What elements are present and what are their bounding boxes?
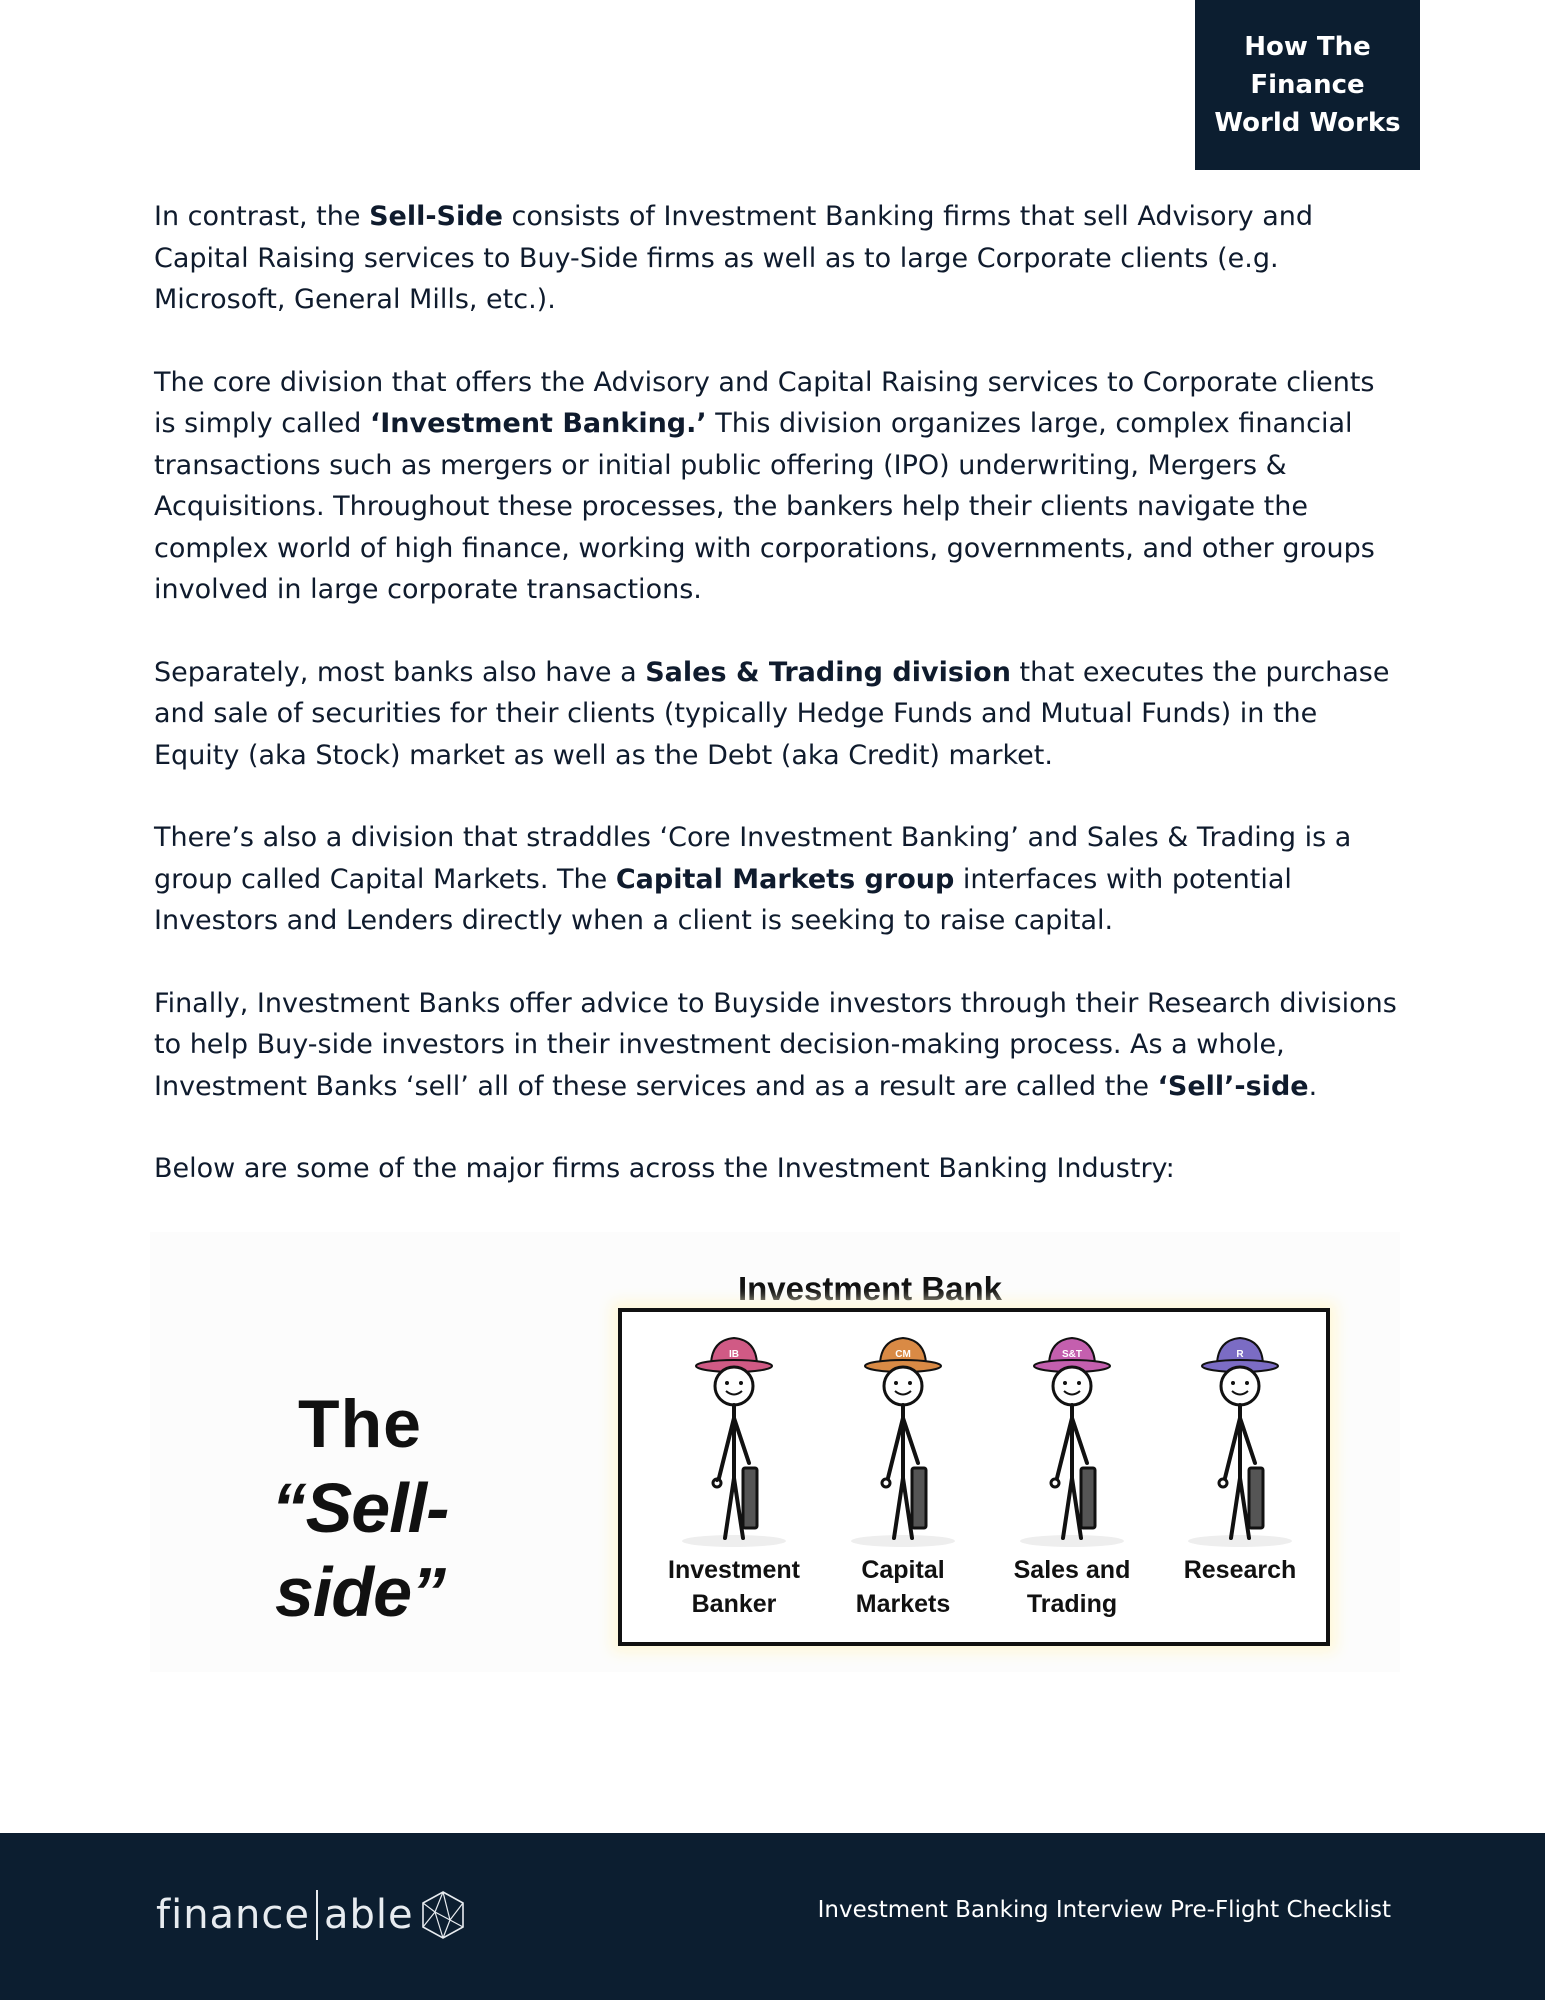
person-research <box>1165 1328 1315 1628</box>
role-label-line: Capital <box>861 1556 945 1584</box>
role-label-line: Research <box>1183 1556 1297 1584</box>
paragraph-investment-banking <box>154 362 1404 611</box>
header-section-tab <box>1195 0 1420 170</box>
footer-document-title: Investment Banking Interview Pre-Flight Checklist <box>817 1897 1391 1923</box>
svg-text:R: R <box>1236 1349 1244 1360</box>
role-label-line: Markets <box>855 1590 951 1618</box>
role-label-line: Sales and <box>1013 1556 1131 1584</box>
text-run: In contrast, the <box>154 201 370 232</box>
stick-figure-icon <box>1165 1328 1315 1553</box>
role-label <box>649 1553 819 1621</box>
text-run: interfaces with potential Investors and Lenders directly when a client is seeking to raise capital. <box>154 863 1292 936</box>
role-label-line: Banker <box>691 1590 777 1618</box>
role-label <box>818 1553 988 1621</box>
body-text <box>154 196 1404 1231</box>
stick-figure-icon <box>659 1328 809 1553</box>
header-tab-line: World Works <box>1214 108 1401 138</box>
person-capital-markets <box>828 1328 978 1628</box>
text-run: The core division that offers the Advisory and Capital Raising services to Corporate clients is simply called <box>154 366 1375 439</box>
header-tab-line: How The <box>1244 32 1371 62</box>
sell-side-heading-line1: The <box>298 1386 422 1462</box>
role-label-line: Trading <box>1026 1590 1118 1618</box>
sell-side-heading <box>210 1382 510 1634</box>
financeable-logo <box>156 1885 466 1945</box>
role-label-line: Investment <box>668 1556 800 1584</box>
investment-bank-box <box>618 1308 1330 1646</box>
role-label <box>987 1553 1157 1621</box>
text-run: consists of Investment Banking firms that sell Advisory and Capital Raising services to Buy-Side firms as well as to large Corporate clients (e.g. Microsoft, General Mills, etc.). <box>154 201 1314 315</box>
paragraph-capital-markets <box>154 817 1404 942</box>
paragraph-research <box>154 983 1404 1108</box>
role-label <box>1155 1553 1325 1587</box>
text-run: Below are some of the major firms across the Investment Banking Industry: <box>154 1153 1175 1184</box>
text-run: . <box>1308 1070 1318 1102</box>
page-footer <box>0 1833 1545 2000</box>
paragraph-major-firms <box>154 1148 1404 1190</box>
stick-figure-icon <box>997 1328 1147 1553</box>
paragraph-sales-trading <box>154 652 1404 777</box>
sell-side-illustration <box>150 1232 1400 1672</box>
bold-term: Capital Markets group <box>615 863 955 895</box>
bold-term: ‘Sell’-side <box>1157 1070 1309 1102</box>
text-run: Separately, most banks also have a <box>154 656 646 688</box>
person-sales-trading <box>997 1328 1147 1628</box>
logo-text-left: finance <box>156 1892 311 1938</box>
bold-term: Sales & Trading division <box>645 656 1011 688</box>
svg-text:CM: CM <box>895 1349 911 1360</box>
bold-term: Sell-Side <box>369 201 503 232</box>
header-tab-line: Finance <box>1250 70 1365 100</box>
text-run: that executes the purchase and sale of securities for their clients (typically Hedge Funds and Mutual Funds) in the Equity (aka Stock) market as well as the Debt (aka Credit) market. <box>154 656 1390 771</box>
logo-divider <box>316 1890 318 1940</box>
text-run: This division organizes large, complex financial transactions such as mergers or initial public offering (IPO) underwriting, Mergers & Acquisitions. Throughout these processes, the bankers help their clients navigate the complex world of high finance, working with corporations, governments, and other groups involved in large corporate transactions. <box>154 408 1375 605</box>
text-run: Finally, Investment Banks offer advice to Buyside investors through their Research divisions to help Buy-side investors in their investment decision-making process. As a whole, Investment Banks ‘sell’ all of these services and as a result are called the <box>154 987 1397 1102</box>
sell-side-heading-line2: “Sell-side” <box>271 1469 449 1631</box>
paragraph-sell-side <box>154 196 1404 321</box>
polyhedron-logo-icon <box>420 1890 466 1940</box>
bold-term: ‘Investment Banking.’ <box>369 408 707 439</box>
stick-figure-icon <box>828 1328 978 1553</box>
text-run: There’s also a division that straddles ‘Core Investment Banking’ and Sales & Trading is a group called Capital Markets. The <box>154 822 1352 895</box>
person-investment-banker <box>659 1328 809 1628</box>
svg-text:S&T: S&T <box>1062 1349 1082 1360</box>
svg-text:IB: IB <box>729 1349 739 1360</box>
logo-text-right: able <box>324 1892 414 1938</box>
investment-bank-title: Investment Bank <box>737 1270 1003 1307</box>
